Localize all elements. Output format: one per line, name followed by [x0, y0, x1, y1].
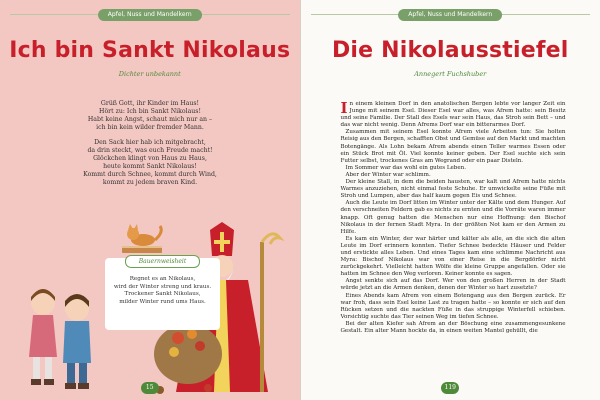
story-author: Annegert Fuchshuber [414, 70, 487, 78]
poem-line: Habt keine Angst, schaut mich nur an – [87, 116, 213, 123]
bauernweisheit-line: Trockener Sankt Nikolaus, [124, 291, 201, 297]
poem-title: Ich bin Sankt Nikolaus [9, 38, 291, 63]
page-number-left: 15 [141, 382, 159, 394]
story-paragraph: Bei der alten Kiefer sah Afrem an der Böschung eine zusammengesunkene Gestalt. Ein alter Mann hockte da, in einen weiten Mantel gehüllt, die [340, 320, 566, 334]
poem-line: Grüß Gott, ihr Kinder im Haus! [100, 100, 200, 107]
story-paragraph: Eines Abends kam Afrem von einem Botengang aus den Bergen zurück. Er war froh, dass sein Esel keine Last zu tragen hatte – so konnte er sich auf den Rücken setzen und die nackten Füße in das struppige Winterfell schieben. Vorsichtig suchte das Tier seinen Weg im tiefen Schnee. [340, 292, 566, 320]
story-paragraph: In einem kleinen Dorf in den anatolischen Bergen lebte vor langer Zeit ein Junge mit seinem Esel. Dieser Esel war alles, was Afrem hatte: sein Besitz und seine Familie. Der Stall des Esels war sein Haus, das Stroh sein Bett – und das war nicht wenig. Denn Afrems Dorf war ein bitterarmes Dorf. [340, 99, 566, 129]
poem-line: Glöckchen klingt von Haus zu Haus, [93, 155, 207, 162]
bauernweisheit-line: wird der Winter streng und kraus. [113, 283, 212, 290]
poem-line: heute kommt Sankt Nikolaus! [103, 163, 197, 170]
poem-line: kommt zu jedem braven Kind. [102, 179, 198, 186]
running-header-title: Apfel, Nuss und Mandelkern [398, 9, 502, 21]
running-header [311, 9, 591, 21]
bauernweisheit-line: Regnet es an Nikolaus, [129, 276, 196, 282]
story-text [341, 101, 566, 335]
children-illustration [15, 285, 105, 395]
story-title: Die Nikolausstiefel [331, 38, 569, 63]
poem-author: Dichter unbekannt [118, 70, 181, 78]
bauernweisheit-line: milder Winter rund ums Haus. [119, 298, 206, 305]
right-page [300, 0, 600, 400]
story-paragraph: Auch die Leute im Dorf litten im Winter unter der Kälte und dem Hunger. Auf den verschneiten Feldern gab es nichts zu ernten und die Vorräte waren immer knapp. Oft genug hatten die Menschen nur eine Hoffnung: den Bischof Nikolaus in der fernen Stadt Myra. In der größten Not kam er den Armen zu Hilfe. [340, 200, 566, 235]
poem-line: da drin steckt, was euch Freude macht! [87, 147, 213, 154]
poem-line: Kommt durch Schnee, kommt durch Wind, [83, 171, 217, 178]
story-paragraph: Angst senkte sich auf das Dorf. Wer von den großen Herren in der Stadt würde jetzt an die Armen denken, denen der Winter so hart zusetzte? [340, 278, 566, 292]
story-paragraph: Es kam ein Winter, der war härter und kälter als alle, an die sich die alten Leute im Dorf erinnern konnten. Tiefer Schnee bedeckte Häuser und Felder und erstickte alles Leben. Und eines Tages kam eine schlimme Nachricht aus Myra: Bischof Nikolaus war von einer Reise in die Bergdörfer nicht zurückgekehrt. Vielleicht hatten Wölfe die kleine Gruppe angefallen. Oder sie hatten im Schnee den Weg verloren. Keiner konnte es sagen. [340, 235, 566, 278]
poem-stanza [60, 139, 240, 187]
running-header [10, 9, 290, 21]
poem-line: Den Sack hier hab ich mitgebracht, [94, 139, 206, 146]
running-header-title: Apfel, Nuss und Mandelkern [98, 9, 202, 21]
story-paragraph: Zusammen mit seinem Esel konnte Afrem viele Arbeiten tun: Sie holten Reisig aus den Bergen, schafften Obst und Gemüse auf den Markt und machten Botengänge. Als Lohn bekam Afrem abends einen Teller warmes Essen oder ein Stück Brot mit Öl. Viel konnte keiner geben. Der Esel suchte sich sein Futter selbst, trockenes Gras am Wegrand oder ein paar Disteln. [340, 129, 566, 164]
bauernweisheit-text [109, 276, 216, 306]
poem-text [60, 100, 240, 194]
poem-line: ich bin kein wilder fremder Mann. [96, 124, 204, 131]
story-paragraph: Im Sommer war das wohl ein gutes Leben. [345, 164, 466, 171]
drop-cap: I [340, 99, 348, 117]
page-number-right: 119 [441, 382, 459, 394]
bauernweisheit-heading: Bauernweisheit [125, 255, 200, 268]
story-paragraph: Der kleine Stall, in dem die beiden hausten, war kalt und Afrem hatte nichts Warmes anzuziehen, nicht einmal feste Schuhe. Er umwickelte seine Füße mit Stroh und Lumpen, aber das half kaum gegen Eis und Schnee. [340, 179, 566, 200]
story-paragraph: Aber der Winter war schlimm. [345, 171, 431, 178]
poem-stanza [60, 100, 240, 132]
poem-line: Hört zu: Ich bin Sankt Nikolaus! [99, 108, 201, 115]
bauernweisheit-box [105, 258, 220, 330]
